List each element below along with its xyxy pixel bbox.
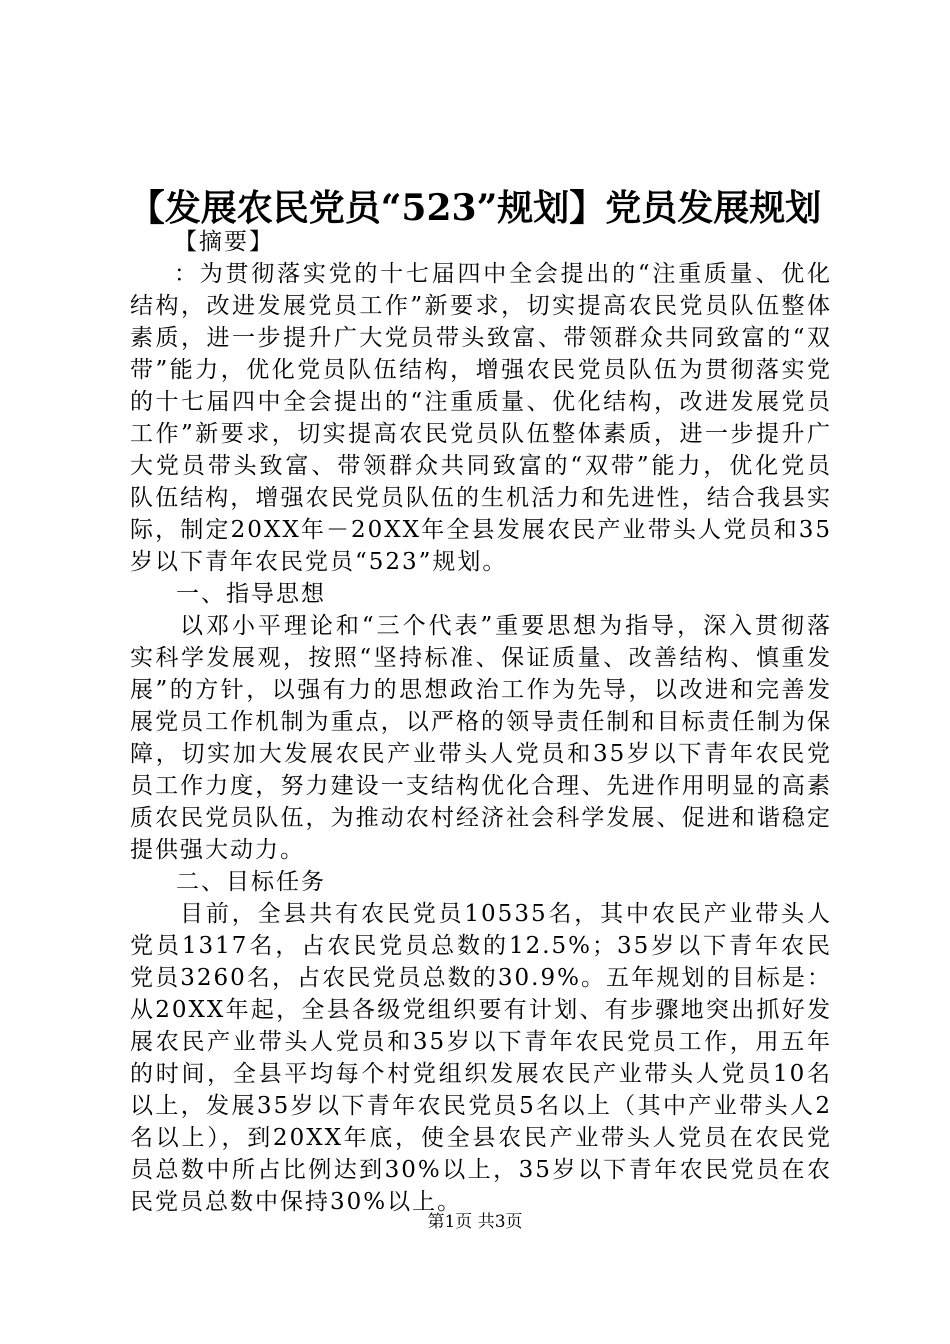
section-heading-goals-tasks: 二、目标任务	[176, 869, 326, 895]
page-indicator: 第1页 共3页	[427, 1212, 523, 1232]
summary-paragraph: ：为贯彻落实党的十七届四中全会提出的“注重质量、优化结构，改进发展党员工作”新要求，切实提高农民党员队伍整体素质，进一步提升广大党员带头致富、带领群众共同致富的“双带”能力，优化党员队伍结构，增强农民党员队伍为贯彻落实党的十七届四中全会提出的“注重质量、优化结构，改进发展党员工作”新要求，切实提高农民党员队伍整体素质，进一步提升广大党员带头致富、带领群众共同致富的“双带”能力，优化党员队伍结构，增强农民党员队伍的生机活力和先进性，结合我县实际，制定20XX年－20XX年全县发展农民产业带头人党员和35岁以下青年农民党员“523”规划。	[130, 261, 832, 575]
document-title: 【发展农民党员“523”规划】党员发展规划	[128, 187, 822, 229]
summary-label: 【摘要】	[174, 229, 274, 255]
section-paragraph-guiding-ideology: 以邓小平理论和“三个代表”重要思想为指导，深入贯彻落实科学发展观，按照“坚持标准、保证质量、改善结构、慎重发展”的方针，以强有力的思想政治工作为先导，以改进和完善发展党员工作机制为重点，以严格的领导责任制和目标责任制为保障，切实加大发展农民产业带头人党员和35岁以下青年农民党员工作力度，努力建设一支结构优化合理、先进作用明显的高素质农民党员队伍，为推动农村经济社会科学发展、促进和谐稳定提供强大动力。	[130, 613, 832, 863]
section-heading-guiding-ideology: 一、指导思想	[176, 581, 326, 607]
document-body	[130, 226, 832, 1218]
section-paragraph-goals-tasks: 目前，全县共有农民党员10535名，其中农民产业带头人党员1317名，占农民党员总数的12.5%；35岁以下青年农民党员3260名，占农民党员总数的30.9%。五年规划的目标是：从20XX年起，全县各级党组织要有计划、有步骤地突出抓好发展农民产业带头人党员和35岁以下青年农民党员工作，用五年的时间，全县平均每个村党组织发展农民产业带头人党员10名以上，发展35岁以下青年农民党员5名以上（其中产业带头人2名以上），到20XX年底，使全县农民产业带头人党员在农民党员总数中所占比例达到30%以上，35岁以下青年农民党员在农民党员总数中保持30%以上。	[130, 901, 832, 1215]
